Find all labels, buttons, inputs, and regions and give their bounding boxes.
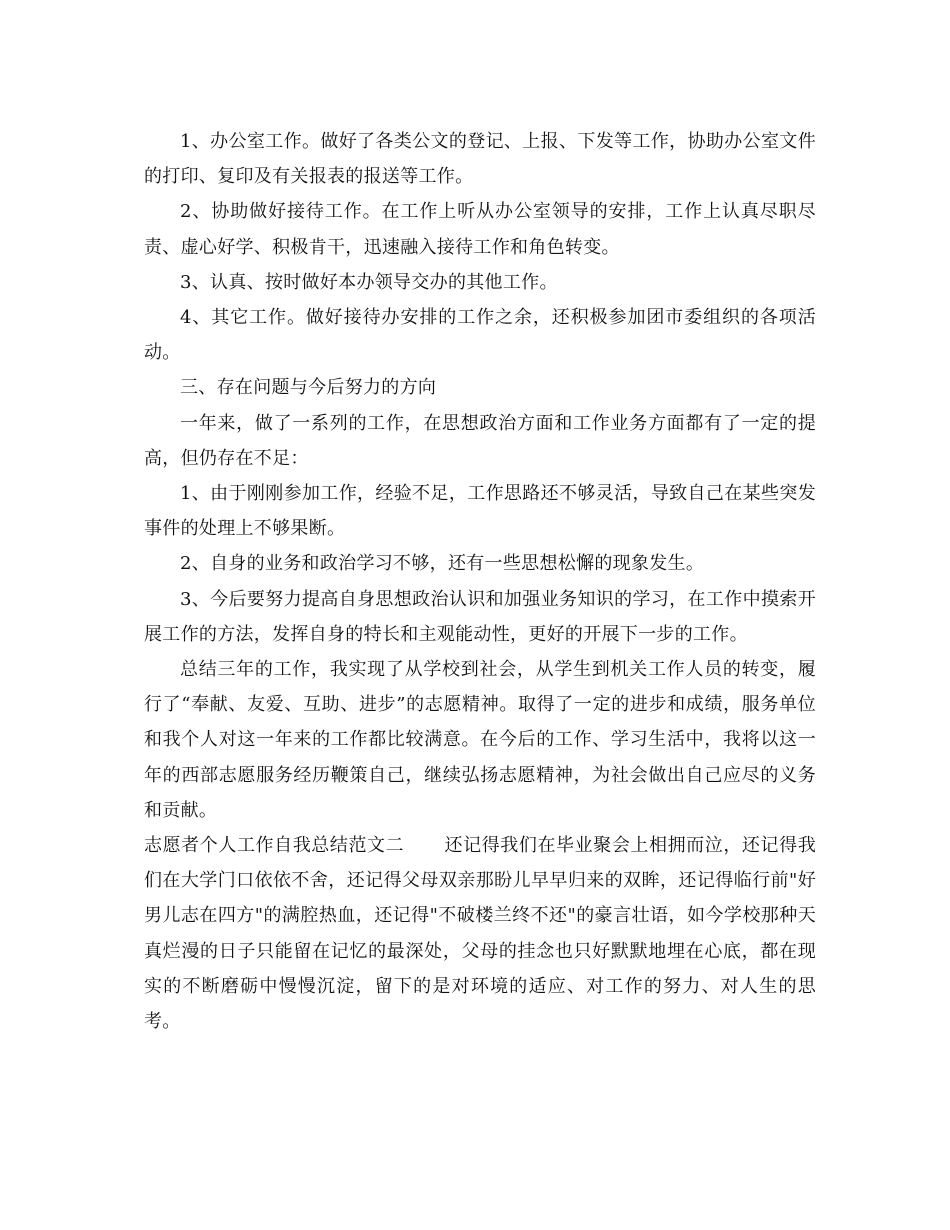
paragraph-final-section bbox=[144, 828, 816, 1039]
paragraph-problem-3: 3、今后要努力提高自身思想政治认识和加强业务知识的学习，在工作中摸索开展工作的方法，发挥自身的特长和主观能动性，更好的开展下一步的工作。 bbox=[144, 588, 816, 645]
paragraph-other-leader-tasks: 3、认真、按时做好本办领导交办的其他工作。 bbox=[180, 271, 558, 293]
final-section-body: 还记得我们在毕业聚会上相拥而泣，还记得我们在大学门口依依不舍，还记得父母双亲那盼儿早早归来的双眸，还记得临行前"好男儿志在四方"的满腔热血，还记得"不破楼兰终不还"的豪言壮语，如今学校那种天真烂漫的日子只能留在记忆的最深处，父母的挂念也只好默默地埋在心底，都在现实的不断磨砺中慢慢沉淀，留下的是对环境的适应、对工作的努力、对人生的思考。 bbox=[144, 835, 816, 1033]
paragraph-year-summary: 一年来，做了一系列的工作，在思想政治方面和工作业务方面都有了一定的提高，但仍存在不足： bbox=[144, 412, 816, 469]
document-page bbox=[144, 124, 816, 1039]
paragraph-reception-work: 2、协助做好接待工作。在工作上听从办公室领导的安排，工作上认真尽职尽责、虚心好学、积极肯干，迅速融入接待工作和角色转变。 bbox=[144, 201, 816, 258]
paragraph-other-work: 4、其它工作。做好接待办安排的工作之余，还积极参加团市委组织的各项活动。 bbox=[144, 307, 816, 364]
paragraph-conclusion: 总结三年的工作，我实现了从学校到社会，从学生到机关工作人员的转变，履行了“奉献、友爱、互助、进步”的志愿精神。取得了一定的进步和成绩，服务单位和我个人对这一年来的工作都比较满意。在今后的工作、学习生活中，我将以这一年的西部志愿服务经历鞭策自己，继续弘扬志愿精神，为社会做出自己应尽的义务和贡献。 bbox=[144, 659, 816, 821]
section-heading-problems: 三、存在问题与今后努力的方向 bbox=[180, 377, 437, 399]
paragraph-problem-2: 2、自身的业务和政治学习不够，还有一些思想松懈的现象发生。 bbox=[180, 553, 705, 575]
final-section-heading: 志愿者个人工作自我总结范文二 bbox=[144, 835, 405, 857]
paragraph-office-work: 1、办公室工作。做好了各类公文的登记、上报、下发等工作，协助办公室文件的打印、复印及有关报表的报送等工作。 bbox=[144, 131, 816, 188]
paragraph-problem-1: 1、由于刚刚参加工作，经验不足，工作思路还不够灵活，导致自己在某些突发事件的处理上不够果断。 bbox=[144, 483, 816, 540]
